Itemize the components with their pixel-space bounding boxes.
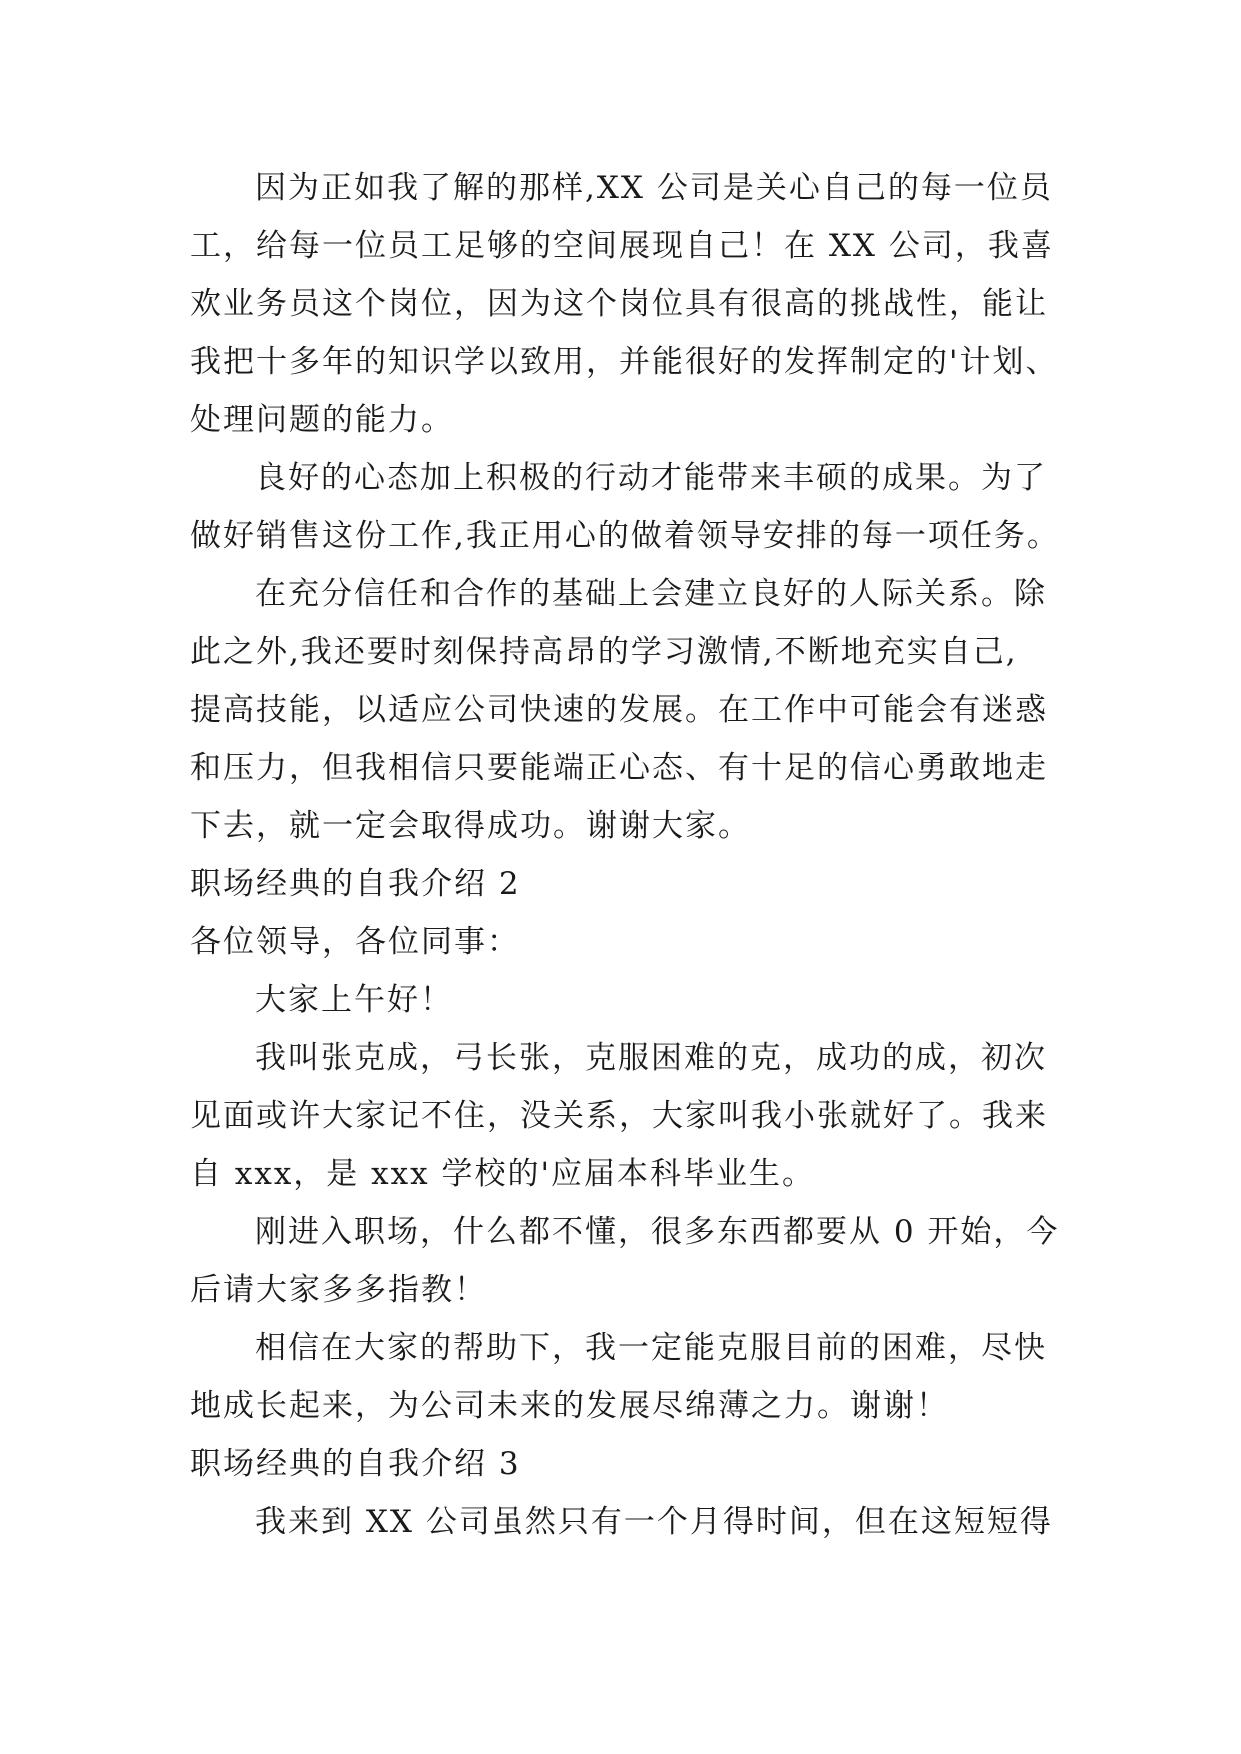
paragraph-line: 自 xxx，是 xxx 学校的'应届本科毕业生。 xyxy=(190,1156,815,1192)
paragraph-line: 提高技能，以适应公司快速的发展。在工作中可能会有迷惑 xyxy=(190,692,1048,728)
paragraph-line: 此之外,我还要时刻保持高昂的学习激情,不断地充实自己, xyxy=(190,634,1018,670)
greeting: 大家上午好！ xyxy=(255,982,453,1018)
paragraph-line: 做好销售这份工作,我正用心的做着领导安排的每一项任务。 xyxy=(190,518,1060,554)
paragraph-line: 地成长起来，为公司未来的发展尽绵薄之力。谢谢！ xyxy=(190,1388,949,1424)
paragraph-line: 后请大家多多指教！ xyxy=(190,1272,487,1308)
paragraph-line: 下去，就一定会取得成功。谢谢大家。 xyxy=(190,808,751,844)
section-heading: 职场经典的自我介绍 2 xyxy=(190,866,521,902)
paragraph-line: 欢业务员这个岗位，因为这个岗位具有很高的挑战性，能让 xyxy=(190,286,1048,322)
paragraph-line: 工，给每一位员工足够的空间展现自己！在 XX 公司，我喜 xyxy=(190,228,1054,264)
salutation: 各位领导，各位同事： xyxy=(190,924,520,960)
section-heading: 职场经典的自我介绍 3 xyxy=(190,1446,521,1482)
paragraph-line: 和压力，但我相信只要能端正心态、有十足的信心勇敢地走 xyxy=(190,750,1048,786)
paragraph-line: 刚进入职场，什么都不懂，很多东西都要从 0 开始，今 xyxy=(255,1214,1060,1250)
paragraph-line: 我来到 XX 公司虽然只有一个月得时间，但在这短短得 xyxy=(255,1504,1053,1540)
paragraph-line: 处理问题的能力。 xyxy=(190,402,454,438)
paragraph-line: 见面或许大家记不住，没关系，大家叫我小张就好了。我来 xyxy=(190,1098,1048,1134)
paragraph-line: 我叫张克成，弓长张，克服困难的克，成功的成，初次 xyxy=(255,1040,1047,1076)
paragraph-line: 相信在大家的帮助下，我一定能克服目前的困难，尽快 xyxy=(255,1330,1047,1366)
paragraph-line: 良好的心态加上积极的行动才能带来丰硕的成果。为了 xyxy=(255,460,1047,496)
paragraph-line: 在充分信任和合作的基础上会建立良好的人际关系。除 xyxy=(255,576,1047,612)
paragraph-line: 因为正如我了解的那样,XX 公司是关心自己的每一位员 xyxy=(255,170,1053,206)
paragraph-line: 我把十多年的知识学以致用，并能很好的发挥制定的'计划、 xyxy=(190,344,1059,380)
